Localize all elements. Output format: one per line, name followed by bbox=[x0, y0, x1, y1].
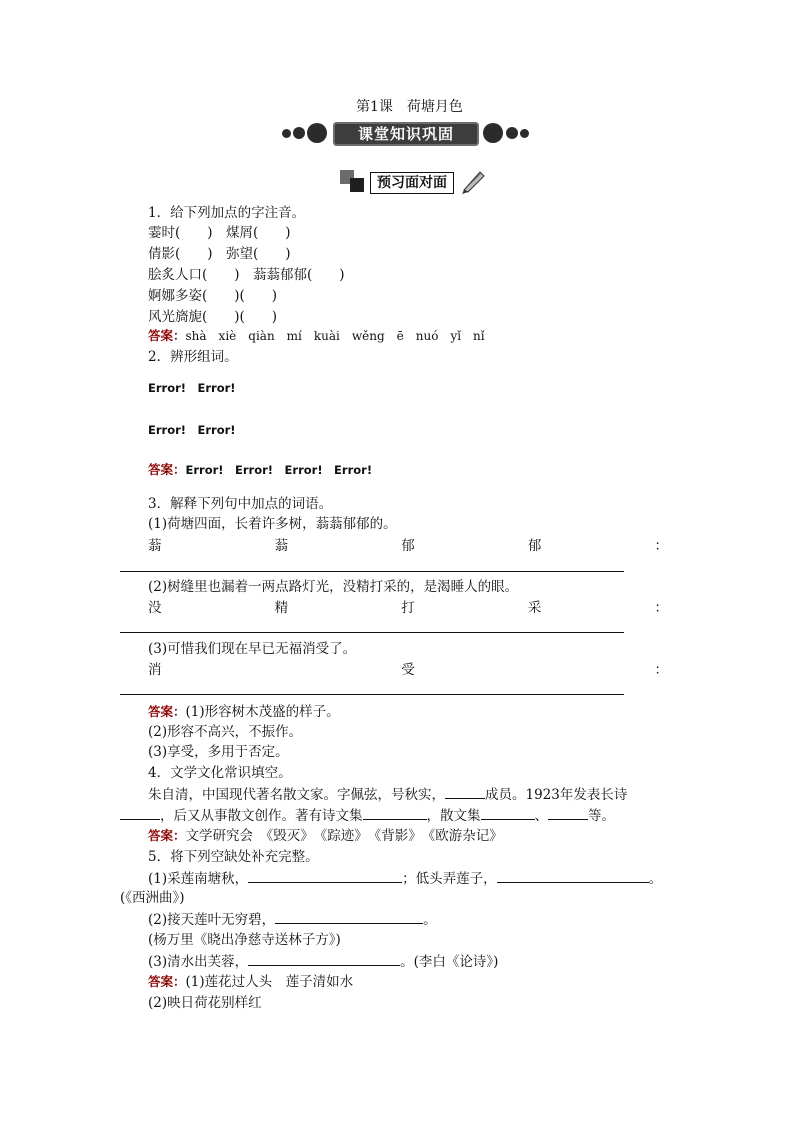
word-char: ： bbox=[654, 538, 668, 554]
q2-answer bbox=[148, 461, 372, 479]
q5-line-3 bbox=[148, 952, 498, 971]
q2-prompt: 2．辨形组词。 bbox=[148, 349, 238, 365]
fill-blank[interactable] bbox=[497, 869, 649, 883]
answer-label: 答案： bbox=[148, 828, 186, 843]
q5-text: (2)接天莲叶无穷碧， bbox=[148, 912, 276, 928]
sub-banner-square-icon-dark bbox=[350, 178, 364, 192]
word-char: 郁 bbox=[401, 538, 415, 554]
q5-text: 。 bbox=[423, 912, 437, 928]
q4-text: 成员。1923年发表长诗 bbox=[485, 787, 628, 803]
q2-row-1: Error! Error! bbox=[148, 381, 236, 395]
word-char: ： bbox=[654, 662, 668, 678]
word-char: ： bbox=[654, 600, 668, 616]
word-char: 消 bbox=[148, 662, 162, 678]
word-char: 没 bbox=[148, 600, 162, 616]
banner-dot-left-3 bbox=[307, 123, 327, 143]
q5-text: ；低头弄莲子， bbox=[402, 871, 497, 887]
q1-line-2: 倩影( ) 弥望( ) bbox=[148, 246, 291, 262]
q3-sentence-2-words bbox=[148, 599, 668, 617]
banner-dot-right-3 bbox=[520, 129, 529, 138]
q1-line-3: 脍炙人口( ) 蓊蓊郁郁( ) bbox=[148, 267, 345, 283]
word-char: 精 bbox=[274, 600, 289, 616]
q4-answer bbox=[148, 827, 503, 845]
q2-row-2: Error! Error! bbox=[148, 423, 236, 437]
q3-answer-1 bbox=[148, 703, 340, 721]
q3-answer-text-1: (1)形容树木茂盛的样子。 bbox=[185, 704, 340, 720]
q5-line-2-source: (杨万里《晓出净慈寺送林子方》) bbox=[148, 932, 341, 948]
answer-line[interactable] bbox=[120, 571, 624, 572]
q1-answer-text: shà xiè qiàn mí kuài wěng ē nuó yǐ nǐ bbox=[185, 329, 485, 343]
word-char: 郁 bbox=[527, 538, 542, 554]
q2-answer-text: Error! Error! Error! Error! bbox=[185, 463, 373, 477]
q5-line-2 bbox=[148, 910, 437, 929]
banner-dot-left-1 bbox=[282, 129, 291, 138]
q4-text: ，散文集 bbox=[426, 808, 481, 824]
answer-label: 答案： bbox=[148, 328, 186, 343]
answer-label: 答案： bbox=[148, 462, 186, 477]
word-char: 受 bbox=[401, 662, 415, 678]
q3-sentence-1: (1)荷塘四面，长着许多树，蓊蓊郁郁的。 bbox=[148, 516, 397, 532]
fill-blank[interactable] bbox=[548, 806, 588, 820]
q3-sentence-2: (2)树缝里也漏着一两点路灯光，没精打采的，是渴睡人的眼。 bbox=[148, 579, 519, 595]
q5-text: 。(李白《论诗》) bbox=[400, 954, 499, 970]
q1-answer bbox=[148, 327, 485, 345]
q3-prompt: 3．解释下列句中加点的词语。 bbox=[148, 496, 333, 512]
q4-text: ，后又从事散文创作。著有诗文集 bbox=[160, 808, 363, 824]
q5-line-1 bbox=[148, 869, 662, 888]
q4-line-2 bbox=[120, 806, 615, 825]
q1-line-1: 霎时( ) 煤屑( ) bbox=[148, 225, 291, 241]
q4-answer-text: 文学研究会 《毁灭》 《踪迹》 《背影》 《欧游杂记》 bbox=[185, 828, 503, 844]
word-char: 蓊 bbox=[274, 538, 289, 554]
q4-text: 、 bbox=[534, 808, 548, 824]
q1-line-5: 风光旖旎( )( ) bbox=[148, 309, 278, 325]
fill-blank[interactable] bbox=[248, 952, 400, 966]
fill-blank[interactable] bbox=[445, 785, 485, 799]
q5-text: (3)清水出芙蓉， bbox=[148, 954, 249, 970]
banner-dot-right-2 bbox=[506, 127, 518, 139]
fill-blank[interactable] bbox=[481, 806, 535, 820]
q4-line-1 bbox=[120, 785, 627, 804]
answer-line[interactable] bbox=[120, 694, 624, 695]
q5-answer-1 bbox=[148, 973, 353, 991]
answer-label: 答案： bbox=[148, 974, 186, 989]
word-char: 采 bbox=[527, 600, 542, 616]
answer-label: 答案： bbox=[148, 704, 186, 719]
q3-answer-3: (3)享受，多用于否定。 bbox=[148, 744, 289, 760]
q5-answer-text-1: (1)莲花过人头 莲子清如水 bbox=[185, 974, 354, 990]
q5-text: 。 bbox=[648, 871, 663, 887]
word-char: 蓊 bbox=[148, 538, 162, 554]
q1-line-4: 婀娜多姿( )( ) bbox=[148, 288, 278, 304]
q3-sentence-1-words bbox=[148, 537, 668, 555]
pen-icon bbox=[460, 168, 486, 194]
banner-dot-right-1 bbox=[483, 123, 503, 143]
q3-sentence-3: (3)可惜我们现在早已无福消受了。 bbox=[148, 641, 357, 657]
word-char: 打 bbox=[401, 600, 415, 616]
fill-blank[interactable] bbox=[248, 869, 402, 883]
q5-line-1-source: (《西洲曲》) bbox=[120, 890, 185, 906]
sub-banner bbox=[340, 168, 490, 194]
q5-text: (1)采莲南塘秋， bbox=[148, 871, 249, 887]
sub-banner-label: 预习面对面 bbox=[370, 172, 454, 194]
q4-text: 等。 bbox=[588, 808, 615, 824]
banner-dot-left-2 bbox=[293, 127, 305, 139]
answer-line[interactable] bbox=[120, 632, 624, 633]
q5-answer-2: (2)映日荷花别样红 bbox=[148, 995, 262, 1011]
q5-prompt: 5．将下列空缺处补充完整。 bbox=[148, 849, 319, 865]
q3-answer-2: (2)形容不高兴，不振作。 bbox=[148, 724, 303, 740]
fill-blank[interactable] bbox=[120, 806, 160, 820]
q4-text: 朱自清，中国现代著名散文家。字佩弦，号秋实， bbox=[148, 787, 445, 803]
q3-sentence-3-words bbox=[148, 661, 668, 679]
fill-blank[interactable] bbox=[275, 910, 423, 924]
section-banner: 课堂知识巩固 bbox=[333, 122, 479, 146]
fill-blank[interactable] bbox=[363, 806, 427, 820]
lesson-title: 第1课 荷塘月色 bbox=[356, 99, 463, 115]
q1-prompt: 1．给下列加点的字注音。 bbox=[148, 205, 306, 221]
q4-prompt: 4．文学文化常识填空。 bbox=[148, 765, 292, 781]
